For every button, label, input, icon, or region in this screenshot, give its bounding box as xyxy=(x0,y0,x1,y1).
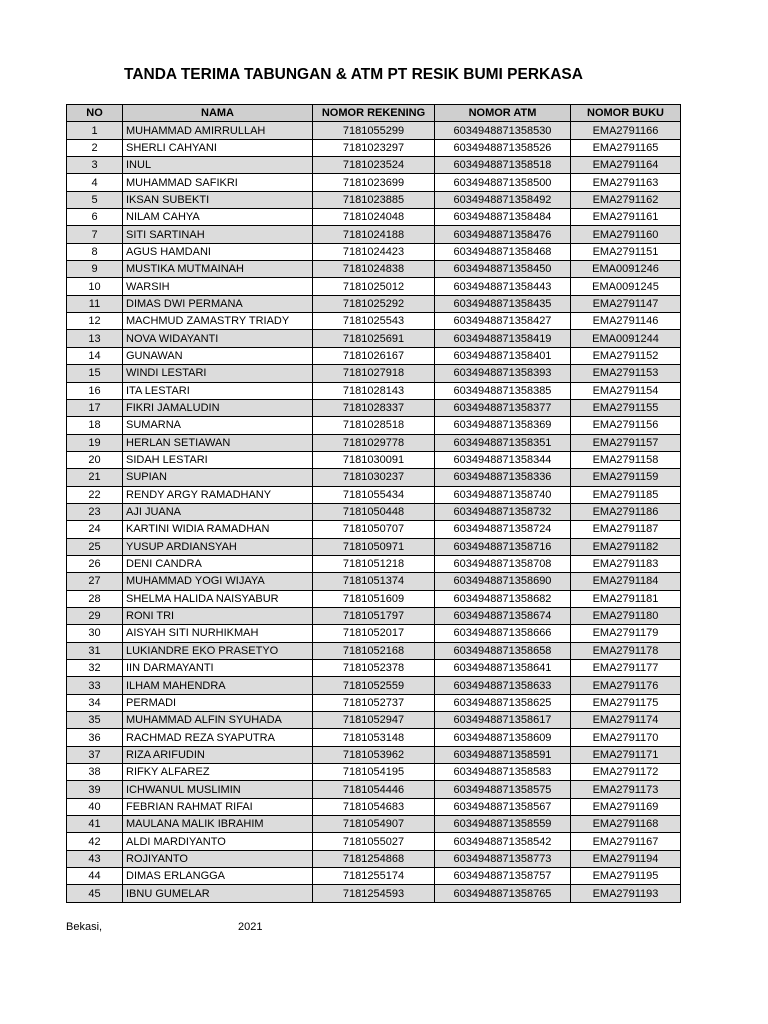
row-nomor-rekening: 7181024838 xyxy=(313,261,435,278)
table-body xyxy=(67,122,681,902)
table-row xyxy=(67,625,681,642)
row-nomor-buku: EMA2791180 xyxy=(571,607,681,624)
row-nomor-buku: EMA2791154 xyxy=(571,382,681,399)
row-nama: SHERLI CAHYANI xyxy=(123,139,313,156)
table-row xyxy=(67,642,681,659)
row-nomor-rekening: 7181028337 xyxy=(313,399,435,416)
row-nomor-atm: 6034948871358369 xyxy=(435,417,571,434)
row-nomor-rekening: 7181023885 xyxy=(313,191,435,208)
row-nomor-buku: EMA2791176 xyxy=(571,677,681,694)
header-nomor-buku: NOMOR BUKU xyxy=(571,105,681,122)
row-nomor-atm: 6034948871358427 xyxy=(435,313,571,330)
footer-year: 2021 xyxy=(238,921,263,933)
row-nomor-rekening: 7181050971 xyxy=(313,538,435,555)
row-nomor-atm: 6034948871358591 xyxy=(435,746,571,763)
row-no: 21 xyxy=(67,469,123,486)
row-no: 25 xyxy=(67,538,123,555)
row-nomor-buku: EMA2791155 xyxy=(571,399,681,416)
row-nama: MUHAMMAD ALFIN SYUHADA xyxy=(123,712,313,729)
row-nomor-buku: EMA2791167 xyxy=(571,833,681,850)
row-nama: ICHWANUL MUSLIMIN xyxy=(123,781,313,798)
table-row xyxy=(67,486,681,503)
table-row xyxy=(67,746,681,763)
row-no: 13 xyxy=(67,330,123,347)
table-row xyxy=(67,469,681,486)
row-nomor-atm: 6034948871358757 xyxy=(435,868,571,885)
row-nomor-buku: EMA2791164 xyxy=(571,157,681,174)
row-nomor-buku: EMA0091246 xyxy=(571,261,681,278)
row-no: 35 xyxy=(67,712,123,729)
row-nomor-atm: 6034948871358732 xyxy=(435,503,571,520)
row-nomor-atm: 6034948871358633 xyxy=(435,677,571,694)
row-nomor-atm: 6034948871358583 xyxy=(435,764,571,781)
row-no: 18 xyxy=(67,417,123,434)
row-nomor-atm: 6034948871358419 xyxy=(435,330,571,347)
row-nomor-atm: 6034948871358609 xyxy=(435,729,571,746)
table-row xyxy=(67,295,681,312)
row-nomor-rekening: 7181023699 xyxy=(313,174,435,191)
table-row xyxy=(67,243,681,260)
row-nama: DENI CANDRA xyxy=(123,555,313,572)
row-nomor-atm: 6034948871358435 xyxy=(435,295,571,312)
row-nomor-buku: EMA2791187 xyxy=(571,521,681,538)
row-no: 9 xyxy=(67,261,123,278)
row-nomor-buku: EMA2791147 xyxy=(571,295,681,312)
row-no: 39 xyxy=(67,781,123,798)
row-no: 45 xyxy=(67,885,123,902)
table-row xyxy=(67,157,681,174)
row-no: 4 xyxy=(67,174,123,191)
row-nomor-rekening: 7181024423 xyxy=(313,243,435,260)
row-no: 12 xyxy=(67,313,123,330)
row-no: 26 xyxy=(67,555,123,572)
row-nomor-rekening: 7181028518 xyxy=(313,417,435,434)
row-nomor-buku: EMA2791153 xyxy=(571,365,681,382)
table-row xyxy=(67,694,681,711)
row-nomor-rekening: 7181050448 xyxy=(313,503,435,520)
table-row xyxy=(67,122,681,139)
row-nomor-rekening: 7181028143 xyxy=(313,382,435,399)
table-row xyxy=(67,347,681,364)
row-no: 36 xyxy=(67,729,123,746)
table-row xyxy=(67,712,681,729)
row-nomor-buku: EMA2791186 xyxy=(571,503,681,520)
row-nomor-buku: EMA2791181 xyxy=(571,590,681,607)
row-nama: SIDAH LESTARI xyxy=(123,451,313,468)
row-nama: LUKIANDRE EKO PRASETYO xyxy=(123,642,313,659)
row-no: 33 xyxy=(67,677,123,694)
row-nomor-atm: 6034948871358658 xyxy=(435,642,571,659)
row-nomor-atm: 6034948871358641 xyxy=(435,660,571,677)
row-nama: FIKRI JAMALUDIN xyxy=(123,399,313,416)
row-nomor-buku: EMA2791157 xyxy=(571,434,681,451)
row-nomor-buku: EMA2791193 xyxy=(571,885,681,902)
row-nomor-buku: EMA2791159 xyxy=(571,469,681,486)
row-nomor-rekening: 7181050707 xyxy=(313,521,435,538)
row-nama: IBNU GUMELAR xyxy=(123,885,313,902)
row-nomor-buku: EMA2791152 xyxy=(571,347,681,364)
row-nomor-rekening: 7181052017 xyxy=(313,625,435,642)
row-nomor-buku: EMA2791166 xyxy=(571,122,681,139)
row-nomor-atm: 6034948871358575 xyxy=(435,781,571,798)
row-nomor-rekening: 7181029778 xyxy=(313,434,435,451)
row-nomor-rekening: 7181024188 xyxy=(313,226,435,243)
row-nomor-rekening: 7181255174 xyxy=(313,868,435,885)
row-nomor-buku: EMA2791184 xyxy=(571,573,681,590)
table-row xyxy=(67,226,681,243)
header-no: NO xyxy=(67,105,123,122)
row-nomor-atm: 6034948871358484 xyxy=(435,209,571,226)
row-nomor-atm: 6034948871358393 xyxy=(435,365,571,382)
row-nomor-rekening: 7181023297 xyxy=(313,139,435,156)
row-nama: WINDI LESTARI xyxy=(123,365,313,382)
row-nomor-atm: 6034948871358765 xyxy=(435,885,571,902)
row-nama: WARSIH xyxy=(123,278,313,295)
row-no: 2 xyxy=(67,139,123,156)
row-no: 37 xyxy=(67,746,123,763)
row-no: 16 xyxy=(67,382,123,399)
row-nomor-buku: EMA2791168 xyxy=(571,816,681,833)
table-row xyxy=(67,451,681,468)
row-nomor-rekening: 7181254593 xyxy=(313,885,435,902)
row-nomor-rekening: 7181026167 xyxy=(313,347,435,364)
row-nomor-rekening: 7181053962 xyxy=(313,746,435,763)
row-no: 15 xyxy=(67,365,123,382)
row-no: 1 xyxy=(67,122,123,139)
row-no: 41 xyxy=(67,816,123,833)
table-row xyxy=(67,503,681,520)
row-nama: AISYAH SITI NURHIKMAH xyxy=(123,625,313,642)
row-nomor-rekening: 7181023524 xyxy=(313,157,435,174)
row-nama: DIMAS ERLANGGA xyxy=(123,868,313,885)
row-nomor-rekening: 7181052168 xyxy=(313,642,435,659)
table-row xyxy=(67,850,681,867)
row-nama: MACHMUD ZAMASTRY TRIADY xyxy=(123,313,313,330)
row-no: 42 xyxy=(67,833,123,850)
row-nomor-buku: EMA2791183 xyxy=(571,555,681,572)
row-nama: RIFKY ALFAREZ xyxy=(123,764,313,781)
table-row xyxy=(67,174,681,191)
row-nomor-atm: 6034948871358625 xyxy=(435,694,571,711)
row-no: 44 xyxy=(67,868,123,885)
row-nama: GUNAWAN xyxy=(123,347,313,364)
document-title: TANDA TERIMA TABUNGAN & ATM PT RESIK BUMI PERKASA xyxy=(124,66,583,83)
row-nama: SUPIAN xyxy=(123,469,313,486)
row-nomor-atm: 6034948871358336 xyxy=(435,469,571,486)
header-nama: NAMA xyxy=(123,105,313,122)
table-row xyxy=(67,191,681,208)
row-nomor-atm: 6034948871358443 xyxy=(435,278,571,295)
row-nama: FEBRIAN RAHMAT RIFAI xyxy=(123,798,313,815)
row-nomor-buku: EMA2791172 xyxy=(571,764,681,781)
row-no: 40 xyxy=(67,798,123,815)
row-nama: KARTINI WIDIA RAMADHAN xyxy=(123,521,313,538)
row-nama: RENDY ARGY RAMADHANY xyxy=(123,486,313,503)
table-row xyxy=(67,781,681,798)
row-no: 20 xyxy=(67,451,123,468)
row-nomor-buku: EMA2791165 xyxy=(571,139,681,156)
row-nama: MUHAMMAD SAFIKRI xyxy=(123,174,313,191)
row-nomor-atm: 6034948871358344 xyxy=(435,451,571,468)
row-nama: ROJIYANTO xyxy=(123,850,313,867)
row-nama: NILAM CAHYA xyxy=(123,209,313,226)
row-nomor-atm: 6034948871358740 xyxy=(435,486,571,503)
row-nomor-buku: EMA2791175 xyxy=(571,694,681,711)
table-row xyxy=(67,382,681,399)
row-nomor-buku: EMA2791158 xyxy=(571,451,681,468)
row-nama: ALDI MARDIYANTO xyxy=(123,833,313,850)
row-nomor-atm: 6034948871358526 xyxy=(435,139,571,156)
row-nama: MUHAMMAD AMIRRULLAH xyxy=(123,122,313,139)
row-no: 43 xyxy=(67,850,123,867)
row-nomor-buku: EMA2791173 xyxy=(571,781,681,798)
table-row xyxy=(67,313,681,330)
row-no: 28 xyxy=(67,590,123,607)
row-no: 3 xyxy=(67,157,123,174)
row-nama: AGUS HAMDANI xyxy=(123,243,313,260)
row-nomor-buku: EMA2791161 xyxy=(571,209,681,226)
row-nomor-buku: EMA2791177 xyxy=(571,660,681,677)
row-nomor-atm: 6034948871358401 xyxy=(435,347,571,364)
row-nomor-rekening: 7181025012 xyxy=(313,278,435,295)
row-nama: RONI TRI xyxy=(123,607,313,624)
row-nama: MAULANA MALIK IBRAHIM xyxy=(123,816,313,833)
row-nomor-atm: 6034948871358518 xyxy=(435,157,571,174)
row-nomor-atm: 6034948871358674 xyxy=(435,607,571,624)
row-nomor-rekening: 7181054446 xyxy=(313,781,435,798)
table-row xyxy=(67,660,681,677)
row-nomor-buku: EMA2791146 xyxy=(571,313,681,330)
row-nama: IIN DARMAYANTI xyxy=(123,660,313,677)
row-nomor-atm: 6034948871358476 xyxy=(435,226,571,243)
row-nomor-rekening: 7181051374 xyxy=(313,573,435,590)
row-nama: IKSAN SUBEKTI xyxy=(123,191,313,208)
row-nomor-buku: EMA2791178 xyxy=(571,642,681,659)
row-nomor-atm: 6034948871358385 xyxy=(435,382,571,399)
table-row xyxy=(67,729,681,746)
table-row xyxy=(67,590,681,607)
table-row xyxy=(67,278,681,295)
table-row xyxy=(67,538,681,555)
row-nomor-rekening: 7181030091 xyxy=(313,451,435,468)
row-nomor-atm: 6034948871358567 xyxy=(435,798,571,815)
row-nomor-buku: EMA2791174 xyxy=(571,712,681,729)
table-row xyxy=(67,555,681,572)
row-nomor-rekening: 7181052737 xyxy=(313,694,435,711)
row-nama: SHELMA HALIDA NAISYABUR xyxy=(123,590,313,607)
row-nomor-buku: EMA2791195 xyxy=(571,868,681,885)
receipt-table xyxy=(66,104,681,903)
row-nomor-rekening: 7181254868 xyxy=(313,850,435,867)
row-no: 17 xyxy=(67,399,123,416)
row-no: 31 xyxy=(67,642,123,659)
row-no: 7 xyxy=(67,226,123,243)
header-nomor-rekening: NOMOR REKENING xyxy=(313,105,435,122)
row-nomor-rekening: 7181055299 xyxy=(313,122,435,139)
table-row xyxy=(67,399,681,416)
row-nomor-buku: EMA2791171 xyxy=(571,746,681,763)
row-nomor-atm: 6034948871358559 xyxy=(435,816,571,833)
row-nomor-buku: EMA0091244 xyxy=(571,330,681,347)
row-nomor-atm: 6034948871358666 xyxy=(435,625,571,642)
row-nomor-rekening: 7181027918 xyxy=(313,365,435,382)
table-row xyxy=(67,868,681,885)
row-nomor-rekening: 7181052378 xyxy=(313,660,435,677)
table-row xyxy=(67,261,681,278)
row-nomor-rekening: 7181052559 xyxy=(313,677,435,694)
row-nomor-atm: 6034948871358500 xyxy=(435,174,571,191)
row-nama: SUMARNA xyxy=(123,417,313,434)
row-nomor-rekening: 7181024048 xyxy=(313,209,435,226)
row-nama: NOVA WIDAYANTI xyxy=(123,330,313,347)
row-nomor-atm: 6034948871358542 xyxy=(435,833,571,850)
row-no: 38 xyxy=(67,764,123,781)
table-row xyxy=(67,365,681,382)
row-no: 24 xyxy=(67,521,123,538)
table-row xyxy=(67,417,681,434)
row-no: 5 xyxy=(67,191,123,208)
row-nomor-buku: EMA2791151 xyxy=(571,243,681,260)
header-nomor-atm: NOMOR ATM xyxy=(435,105,571,122)
row-nomor-atm: 6034948871358773 xyxy=(435,850,571,867)
row-no: 6 xyxy=(67,209,123,226)
row-nama: YUSUP ARDIANSYAH xyxy=(123,538,313,555)
row-nomor-atm: 6034948871358351 xyxy=(435,434,571,451)
row-nomor-buku: EMA0091245 xyxy=(571,278,681,295)
row-nama: MUSTIKA MUTMAINAH xyxy=(123,261,313,278)
row-nomor-buku: EMA2791163 xyxy=(571,174,681,191)
row-no: 19 xyxy=(67,434,123,451)
row-no: 27 xyxy=(67,573,123,590)
row-nomor-atm: 6034948871358492 xyxy=(435,191,571,208)
row-nomor-rekening: 7181030237 xyxy=(313,469,435,486)
table-row xyxy=(67,139,681,156)
row-nomor-rekening: 7181025691 xyxy=(313,330,435,347)
row-nomor-atm: 6034948871358530 xyxy=(435,122,571,139)
table-row xyxy=(67,521,681,538)
row-no: 32 xyxy=(67,660,123,677)
table-row xyxy=(67,833,681,850)
table-row xyxy=(67,330,681,347)
row-nomor-buku: EMA2791156 xyxy=(571,417,681,434)
row-nama: ITA LESTARI xyxy=(123,382,313,399)
row-nomor-atm: 6034948871358716 xyxy=(435,538,571,555)
row-no: 14 xyxy=(67,347,123,364)
row-nama: INUL xyxy=(123,157,313,174)
row-nama: RACHMAD REZA SYAPUTRA xyxy=(123,729,313,746)
row-nomor-buku: EMA2791160 xyxy=(571,226,681,243)
row-nomor-rekening: 7181055434 xyxy=(313,486,435,503)
row-nomor-buku: EMA2791162 xyxy=(571,191,681,208)
row-nama: AJI JUANA xyxy=(123,503,313,520)
row-nomor-atm: 6034948871358468 xyxy=(435,243,571,260)
row-nama: SITI SARTINAH xyxy=(123,226,313,243)
table-row xyxy=(67,885,681,902)
row-no: 34 xyxy=(67,694,123,711)
row-nomor-rekening: 7181025292 xyxy=(313,295,435,312)
row-no: 22 xyxy=(67,486,123,503)
row-nama: MUHAMMAD YOGI WIJAYA xyxy=(123,573,313,590)
table-row xyxy=(67,434,681,451)
row-nomor-rekening: 7181054907 xyxy=(313,816,435,833)
row-nomor-rekening: 7181051797 xyxy=(313,607,435,624)
row-nomor-atm: 6034948871358708 xyxy=(435,555,571,572)
row-no: 29 xyxy=(67,607,123,624)
table-row xyxy=(67,798,681,815)
table-row xyxy=(67,209,681,226)
table-row xyxy=(67,677,681,694)
row-nomor-buku: EMA2791185 xyxy=(571,486,681,503)
row-nama: PERMADI xyxy=(123,694,313,711)
row-nomor-rekening: 7181051609 xyxy=(313,590,435,607)
row-nomor-atm: 6034948871358724 xyxy=(435,521,571,538)
row-no: 30 xyxy=(67,625,123,642)
row-nama: DIMAS DWI PERMANA xyxy=(123,295,313,312)
row-no: 10 xyxy=(67,278,123,295)
row-nomor-buku: EMA2791170 xyxy=(571,729,681,746)
row-nama: HERLAN SETIAWAN xyxy=(123,434,313,451)
row-nomor-atm: 6034948871358617 xyxy=(435,712,571,729)
row-nomor-rekening: 7181051218 xyxy=(313,555,435,572)
row-nomor-rekening: 7181053148 xyxy=(313,729,435,746)
table-row xyxy=(67,764,681,781)
row-nama: RIZA ARIFUDIN xyxy=(123,746,313,763)
row-nomor-atm: 6034948871358377 xyxy=(435,399,571,416)
row-nomor-rekening: 7181054195 xyxy=(313,764,435,781)
row-nomor-rekening: 7181054683 xyxy=(313,798,435,815)
row-nomor-atm: 6034948871358690 xyxy=(435,573,571,590)
row-nomor-rekening: 7181025543 xyxy=(313,313,435,330)
row-nomor-buku: EMA2791179 xyxy=(571,625,681,642)
row-no: 8 xyxy=(67,243,123,260)
row-no: 23 xyxy=(67,503,123,520)
row-nomor-rekening: 7181055027 xyxy=(313,833,435,850)
row-nama: ILHAM MAHENDRA xyxy=(123,677,313,694)
row-nomor-atm: 6034948871358450 xyxy=(435,261,571,278)
table-row xyxy=(67,607,681,624)
row-nomor-buku: EMA2791182 xyxy=(571,538,681,555)
table-row xyxy=(67,816,681,833)
row-nomor-buku: EMA2791194 xyxy=(571,850,681,867)
row-nomor-buku: EMA2791169 xyxy=(571,798,681,815)
table-row xyxy=(67,573,681,590)
row-nomor-atm: 6034948871358682 xyxy=(435,590,571,607)
table-header-row xyxy=(67,105,681,122)
row-no: 11 xyxy=(67,295,123,312)
row-nomor-rekening: 7181052947 xyxy=(313,712,435,729)
footer-place: Bekasi, xyxy=(66,921,103,933)
